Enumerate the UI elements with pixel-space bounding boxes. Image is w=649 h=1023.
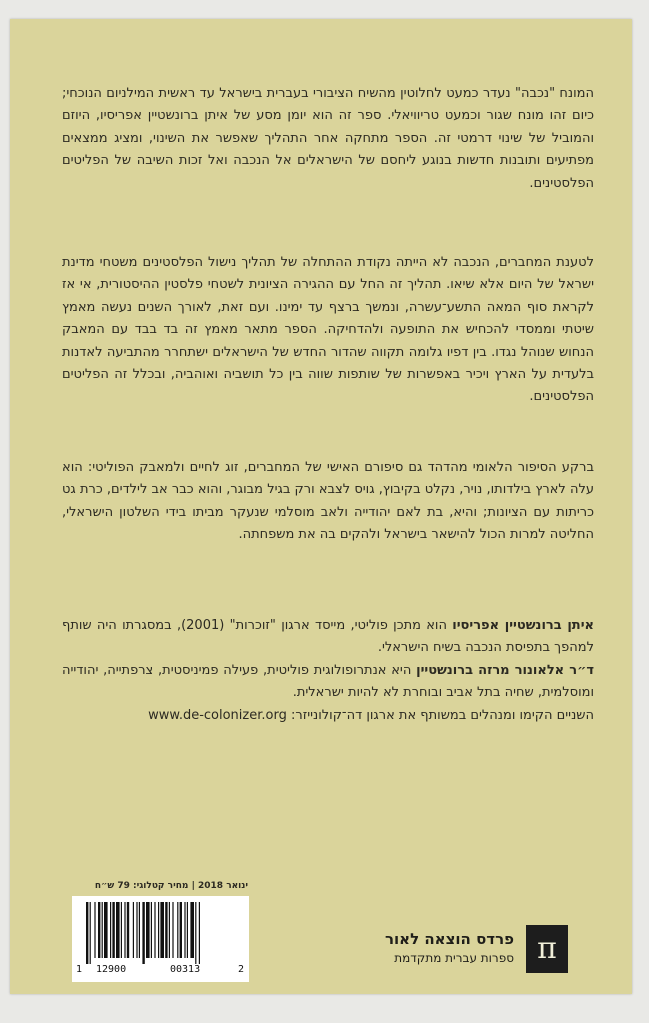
barcode-bar (94, 902, 95, 958)
barcode-bars (72, 896, 249, 966)
blurb-paragraph-3: ברקע הסיפור הלאומי מהדהד גם סיפורם האישי של המחברים, זוג לחיים ולמאבק הפוליטי: הוא עלה לארץ בילדותו, נויר, נקלט בקיבוץ, גויס לצבא ורק בגיל מבוגר, והוא כבר אב לילדים, כרת גט כריתות עם הציונות; והיא, בת לאם יהודייה ולאב מוסלמי שנעקר מביתו בידי השלטון הישראלי, החליטה למרות הכול להישאר בישראל ולהקים בה את משפחתה. (62, 460, 594, 543)
barcode-bar (98, 902, 100, 958)
barcode-digit-check: 2 (238, 964, 245, 975)
barcode-digits-left: 12900 (96, 964, 127, 975)
publisher-name: פרדס הוצאה לאור (384, 930, 514, 948)
author-name-eitan: איתן ברונשטיין אפריסיו (452, 618, 594, 633)
barcode-bar (104, 902, 108, 958)
barcode-digit-lead: 1 (76, 964, 83, 975)
closing-text: השניים הקימו ומנהלים במשותף את ארגון דה־קולונייזר: (290, 707, 594, 723)
barcode-bar (102, 902, 103, 958)
author-bio-eleonore (62, 660, 594, 705)
barcode-bar (154, 902, 155, 958)
pi-logo-icon: π (526, 925, 568, 973)
blurb-paragraph-1: המונח "נכבה" נעדר כמעט לחלוטין מהשיח הציבורי בעברית בישראל עד ראשית המילניום הנוכחי; כיום זהו מונח שגור וכמעט טריוויאלי. ספר זה הוא יומן מסע של איתן ברונשטיין אפריסיו, היוזם והמוביל של שינוי דרמטי זה. הספר מתחקה אחר התהליך שאפשר את השינוי, ומציג ממצאים מפתיעים ותובנות חדשות בנוגע ליחסם של הישראלים אל הנכבה ואל זכות השיבה של הפליטים הפלסטינים. (62, 86, 594, 191)
book-back-cover (10, 19, 632, 994)
publisher-tagline: ספרות עברית מתקדמת (394, 951, 514, 965)
closing-line (62, 705, 594, 727)
barcode-bar (165, 902, 167, 958)
website-url: www.de-colonizer.org (148, 707, 287, 723)
barcode-bar (158, 902, 159, 958)
barcode-digits-right: 00313 (170, 964, 201, 975)
blurb-paragraph-2: לטענת המחברים, הנכבה לא הייתה נקודת ההתחלה של תהליך נישול הפלסטינים משטחי מדינת ישראל של היום אלא שיאו. תהליך זה החל עם ההגירה הציונית לשטחי פלסטין ההיסטורית, אי אז לקראת סוף המאה התשע־עשרה, ונמשך ברצף עד ימינו. ועם זאת, לאורך השנים נעשה מאמץ שיטתי וממסדי להכחיש את התופעה ולהדחיקה. הספר מתאר מאמץ זה בד בבד עם המאבק הנחוש שנוהל נגדו. בין דפיו גלומה תקווה שהדור החדש של הישראלים ישתחרר מהתביעה לאדנות בלעדית על הארץ ויכיר באפשרות של שותפות שווה בין כל תושביה ואוהביה, ובכלל זה הפליטים הפלסטינים. (62, 255, 594, 405)
barcode-bar (190, 902, 194, 958)
barcode-bar (116, 902, 120, 958)
barcode-bar (112, 902, 114, 958)
publisher-text (364, 929, 514, 967)
barcode-bar (124, 902, 125, 958)
barcode-bar (195, 902, 196, 964)
barcode-bar (180, 902, 182, 958)
author-bio-eitan (62, 615, 594, 660)
barcode-bar (151, 902, 152, 958)
barcode-bar (172, 902, 173, 958)
barcode (72, 896, 249, 982)
barcode-bar (133, 902, 134, 958)
author-bio-text-eleonore: היא אנתרופולוגית פוליטית, פעילה פמיניסטית, צרפתייה, יהודייה ומוסלמית, שחיה בתל אביב ובוחרת לא להיות ישראלית. (62, 662, 594, 701)
barcode-bar (199, 902, 200, 964)
author-bio-text-eitan: הוא מתכן פוליטי, מייסד ארגון "זוכרות" (2001), במסגרתו היה שותף למהפך בתפיסת הנכבה בשיח הישראלי. (62, 618, 594, 656)
barcode-bar (90, 902, 91, 964)
barcode-bar (142, 902, 144, 964)
barcode-bar (110, 902, 111, 958)
barcode-bar (136, 902, 137, 958)
barcode-bar (177, 902, 178, 958)
barcode-bar (86, 902, 88, 964)
barcode-bar (160, 902, 164, 958)
barcode-bar (187, 902, 188, 958)
barcode-bar (121, 902, 122, 958)
barcode-bar (127, 902, 129, 958)
price-line: ינואר 2018 | מחיר קטלוגי: 79 ש״ח (94, 881, 248, 891)
author-bios (62, 615, 594, 727)
barcode-bar (146, 902, 150, 958)
author-name-eleonore: ד״ר אלאונור מרזה ברונשטיין (416, 662, 595, 678)
barcode-bar (184, 902, 185, 958)
barcode-bar (169, 902, 170, 958)
barcode-bar (139, 902, 140, 958)
